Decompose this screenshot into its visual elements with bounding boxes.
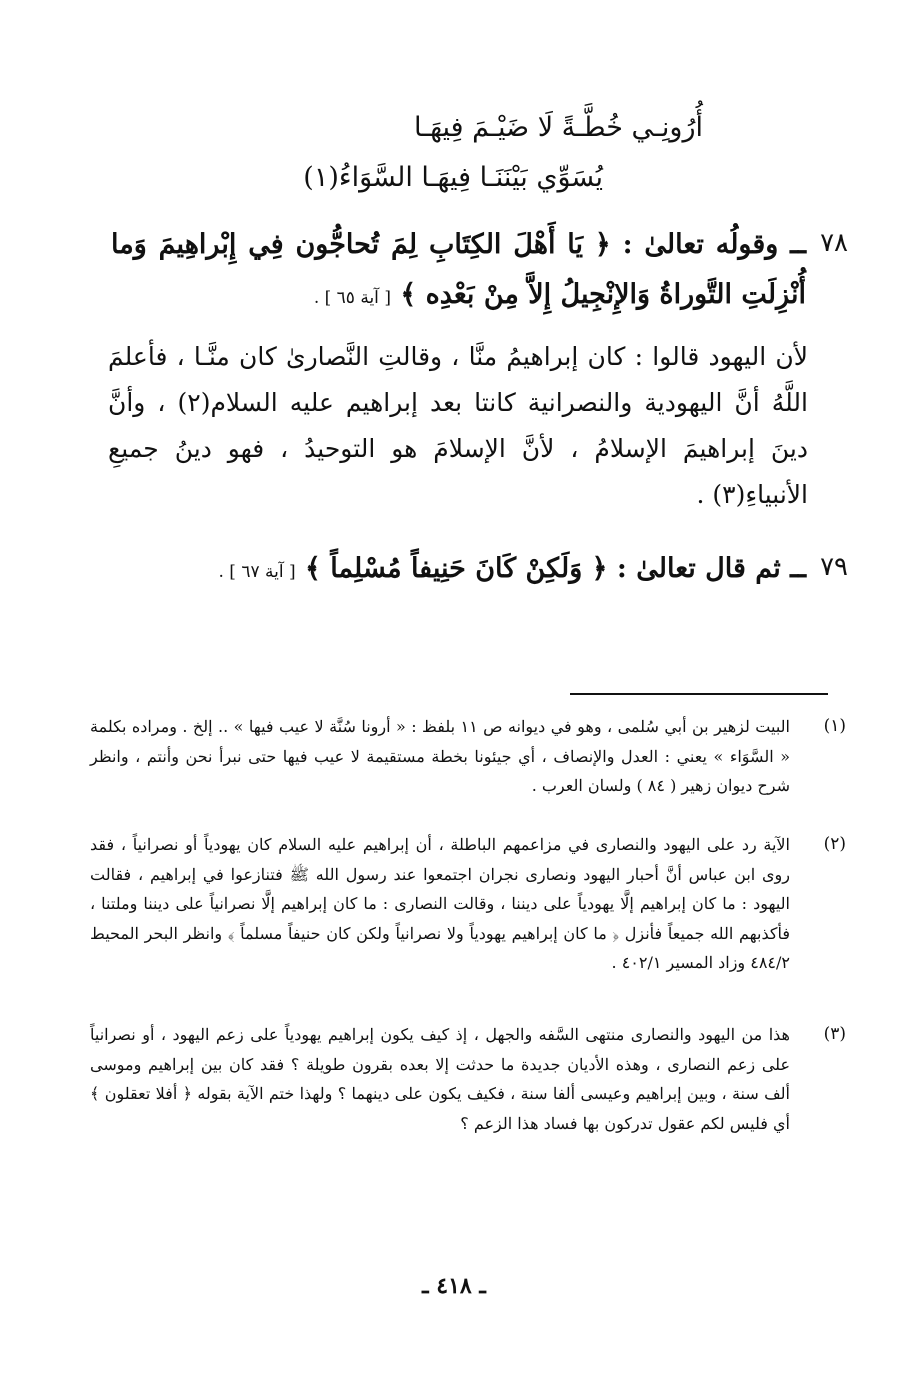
verse-reference: [ آية ٦٧ ] . <box>218 562 296 582</box>
entry-number: ٧٨ <box>820 228 848 258</box>
footnote-number: (١) <box>823 716 846 736</box>
commentary-paragraph: لأن اليهود قالوا : كان إبراهيمُ منَّا ، وقالتِ النَّصارىٰ كان منَّـا ، فأعلمَ اللَّهُ أنَّ اليهودية والنصرانية كانتا بعد إبراهيم عليه السلام(٢) ، وأنَّ دينَ إبراهيمَ الإسلامُ ، لأنَّ الإسلامَ هو التوحيدُ ، فهو دينُ جميعِ الأنبياءِ(٣) . <box>108 342 808 509</box>
verse-reference: [ آية ٦٥ ] . <box>313 288 391 308</box>
quote-text: ــ ثم قال تعالىٰ : ﴿ وَلَكِنْ كَانَ حَنِيفاً مُسْلِماً ﴾ <box>305 553 806 584</box>
footnote-number: (٣) <box>823 1024 846 1044</box>
entry-number: ٧٩ <box>820 552 848 582</box>
poem-verse-line-2: يُسَوِّي بَيْنَنَـا فِيهَـا السَّوَاءُ(١) <box>303 162 603 193</box>
footnote-separator <box>570 693 828 695</box>
footnote-number: (٢) <box>823 834 846 854</box>
footnote-text: البيت لزهير بن أبي سُلمى ، وهو في ديوانه ص ١١ بلفظ : « أرونا سُنَّة لا عيب فيها » .. إلخ . ومراده بكلمة « السَّوَاء » يعني : العدل والإنصاف ، أي جيئونا بخطة مستقيمة لا عيب فيها حتى نبرأ نحن وأنتم ، وانظر شرح ديوان زهير ( ٨٤ ) ولسان العرب . <box>90 717 791 795</box>
footnote-text: هذا من اليهود والنصارى منتهى السَّفه والجهل ، إذ كيف يكون إبراهيم يهودياً على زعم اليهود ، أو نصرانياً على زعم النصارى ، وهذه الأديان جديدة ما حدثت إلا بعده بقرون طويلة ؟ فقد كان بين إبراهيم وموسى ألف سنة ، وبين إبراهيم وعيسى ألفا سنة ، فكيف يكون على دينهما ؟ ولهذا ختم الآية بقوله ﴿ أفلا تعقلون ﴾ أي فليس لكم عقول تدركون بها فساد هذا الزعم ؟ <box>90 1025 790 1133</box>
quote-text: ــ وقولُه تعالىٰ : ﴿ يَا أَهْلَ الكِتَابِ لِمَ تُحاجُّون فِي إِبْراهِيمَ وَما أُنْزِلَتِ التَّوراةُ وَالإِنْجِيلُ إِلاَّ مِنْ بَعْدِه ﴾ <box>111 229 806 310</box>
quran-citation <box>111 544 806 597</box>
page-number: ـ ٤١٨ ـ <box>422 1273 486 1299</box>
footnote-text: الآية رد على اليهود والنصارى في مزاعمهم الباطلة ، أن إبراهيم عليه السلام كان يهودياً أو نصرانياً ، فقد روى ابن عباس أنَّ أحبار اليهود ونصارى نجران اجتمعوا عند رسول الله ﷺ فتنازعوا في إبراهيم ، فقالت اليهود : ما كان إبراهيم إلَّا يهودياً على ديننا ، وقالت النصارى : ما كان إبراهيم إلَّا نصرانياً على ديننا وملتنا ، فأكذبهم الله جميعاً فأنزل ﴿ ما كان إبراهيم يهودياً ولا نصرانياً ولكن كان حنيفاً مسلماً ﴾ وانظر البحر المحيط ٤٨٤/٢ وزاد المسير ٤٠٢/١ . <box>90 835 790 972</box>
poem-verse-line-1: أُرُونِـي خُطَّـةً لَا ضَيْـمَ فِيهَـا <box>413 112 703 143</box>
quran-citation <box>111 220 806 323</box>
